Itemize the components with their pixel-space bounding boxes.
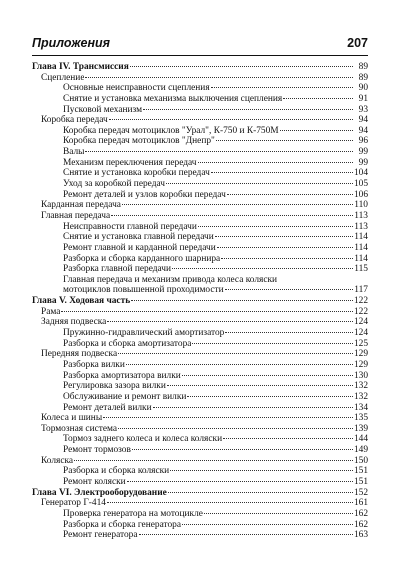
dot-leader [118, 428, 353, 429]
toc-entry-page: 106 [353, 189, 368, 200]
toc-entry-title: Тормоз заднего колеса и колеса коляски [63, 434, 223, 445]
toc-entry-page: 110 [354, 200, 368, 211]
toc-entry [32, 498, 368, 509]
toc-entry [32, 254, 368, 265]
page-number: 207 [347, 36, 368, 50]
toc-entry-title: Ремонт деталей и узлов коробки передач [63, 189, 226, 200]
toc-entry-title: Тормозная система [41, 423, 118, 434]
toc-entry-title: Обслуживание и ремонт вилки [63, 391, 187, 402]
toc-entry-title: Глава V. Ходовая часть [32, 296, 131, 307]
toc-entry-page: 162 [353, 519, 368, 530]
toc-entry-title: Уход за коробкой передач [63, 179, 165, 190]
toc-entry-page: 94 [358, 125, 368, 136]
table-of-contents [32, 62, 368, 541]
toc-entry [32, 434, 368, 445]
toc-entry-title: Главная передача и механизм привода колеса коляски [63, 274, 278, 285]
toc-entry-title: Коляска [41, 455, 74, 466]
toc-entry [32, 424, 368, 435]
dot-leader [215, 236, 353, 237]
toc-entry-title: Механизм переключения передач [63, 157, 197, 168]
toc-entry-title: Передняя подвеска [41, 349, 118, 360]
toc-entry-title: Главная передача [41, 210, 111, 221]
dot-leader [111, 215, 353, 216]
toc-entry [32, 147, 368, 158]
dot-leader [182, 375, 353, 376]
toc-entry-title-continued: мотоциклов повышенной проходимости [63, 285, 224, 296]
dot-leader [172, 268, 353, 269]
toc-entry [32, 158, 368, 169]
toc-entry [32, 392, 368, 403]
toc-entry-title: Коробка передач мотоциклов "Урал", К-750 и К-750М [63, 125, 279, 136]
dot-leader [216, 140, 353, 141]
toc-entry [32, 445, 368, 456]
toc-entry-page: 114 [354, 232, 368, 243]
dot-leader [127, 481, 353, 482]
toc-entry [32, 211, 368, 222]
toc-entry-page: 114 [354, 242, 368, 253]
toc-entry-page: 144 [353, 434, 368, 445]
dot-leader [217, 247, 353, 248]
toc-entry-page: 139 [353, 423, 368, 434]
dot-leader [139, 534, 353, 535]
toc-entry [32, 136, 368, 147]
toc-entry-title: Неисправности главной передачи [63, 221, 197, 232]
toc-entry-title: Пусковой механизм [63, 104, 143, 115]
toc-entry [32, 339, 368, 350]
toc-entry [32, 222, 368, 233]
toc-entry [32, 115, 368, 126]
toc-entry-title: Разборка и сборка амортизатора [63, 338, 192, 349]
running-header [32, 34, 368, 52]
dot-leader [107, 321, 353, 322]
toc-entry [32, 105, 368, 116]
toc-entry-page: 161 [353, 498, 368, 509]
toc-entry [32, 296, 368, 307]
toc-entry [32, 488, 368, 499]
toc-entry-title: Сцепление [41, 72, 85, 83]
toc-entry-title: Разборка амортизатора вилки [63, 370, 181, 381]
toc-entry-title: Генератор Г-414 [41, 498, 106, 509]
toc-entry [32, 317, 368, 328]
toc-entry [32, 509, 368, 520]
toc-entry [32, 232, 368, 243]
toc-entry-page: 99 [358, 157, 368, 168]
toc-entry-title: Разборка главной передачи [63, 264, 172, 275]
section-title: Приложения [32, 36, 111, 50]
dot-leader [166, 183, 353, 184]
toc-entry-page: 104 [353, 168, 368, 179]
toc-entry-page: 151 [353, 466, 368, 477]
toc-entry-title: Разборка и сборка коляски [63, 466, 170, 477]
toc-entry-title: Регулировка зазора вилки [63, 381, 166, 392]
toc-entry-title: Основные неисправности сцепления [63, 83, 210, 94]
toc-entry-title: Разборка и сборка генератора [63, 519, 182, 530]
toc-entry [32, 403, 368, 414]
dot-leader [61, 311, 353, 312]
toc-entry [32, 520, 368, 531]
dot-leader [132, 449, 353, 450]
toc-entry-page: 132 [353, 391, 368, 402]
toc-entry-page: 134 [353, 402, 368, 413]
toc-entry-page: 132 [353, 381, 368, 392]
toc-entry [32, 243, 368, 254]
dot-leader [143, 109, 353, 110]
toc-entry-page: 150 [353, 455, 368, 466]
toc-entry [32, 307, 368, 318]
dot-leader [103, 417, 353, 418]
toc-entry-page: 122 [353, 306, 368, 317]
dot-leader [130, 66, 353, 67]
toc-entry [32, 371, 368, 382]
toc-entry [32, 168, 368, 179]
dot-leader [74, 460, 353, 461]
dot-leader [227, 194, 353, 195]
toc-entry-title: Глава VI. Электрооборудование [32, 487, 167, 498]
toc-entry-page: 152 [353, 487, 368, 498]
dot-leader [211, 172, 353, 173]
dot-leader [85, 151, 353, 152]
toc-entry [32, 94, 368, 105]
toc-entry-title: Разборка и сборка карданного шарнира [63, 253, 221, 264]
toc-entry [32, 477, 368, 488]
dot-leader [153, 407, 353, 408]
toc-entry [32, 530, 368, 541]
toc-entry-title: Карданная передача [41, 200, 121, 211]
toc-entry-page: 93 [358, 104, 368, 115]
dot-leader [85, 77, 353, 78]
toc-entry [32, 190, 368, 201]
toc-entry-title: Глава IV. Трансмиссия [32, 62, 129, 72]
toc-entry-page: 130 [353, 370, 368, 381]
dot-leader [192, 343, 353, 344]
toc-entry-page: 117 [354, 285, 368, 296]
toc-entry-title: Рама [41, 306, 61, 317]
toc-entry [32, 126, 368, 137]
toc-entry-page: 149 [353, 445, 368, 456]
toc-entry [32, 275, 368, 296]
toc-entry-page: 94 [358, 115, 368, 126]
toc-entry [32, 73, 368, 84]
toc-entry-page: 91 [358, 93, 368, 104]
dot-leader [187, 396, 353, 397]
toc-entry [32, 360, 368, 371]
toc-entry-page: 151 [353, 476, 368, 487]
toc-entry-page: 124 [353, 317, 368, 328]
toc-entry-title: Ремонт тормозов [63, 445, 131, 456]
toc-entry [32, 200, 368, 211]
toc-entry-page: 90 [358, 83, 368, 94]
dot-leader [131, 300, 353, 301]
toc-entry-title: Колеса и шины [41, 413, 103, 424]
toc-entry-page: 162 [353, 508, 368, 519]
toc-entry-title: Снятие и установка главной передачи [63, 232, 214, 243]
dot-leader [225, 289, 353, 290]
header-rule [32, 55, 368, 56]
toc-entry-page: 125 [353, 338, 368, 349]
toc-entry-title: Валы [63, 147, 85, 158]
toc-entry [32, 62, 368, 73]
toc-entry [32, 466, 368, 477]
dot-leader [109, 119, 353, 120]
toc-entry-page: 113 [354, 221, 368, 232]
dot-leader [225, 332, 353, 333]
toc-entry [32, 83, 368, 94]
dot-leader [198, 226, 353, 227]
dot-leader [221, 258, 353, 259]
toc-entry-page: 135 [353, 413, 368, 424]
dot-leader [182, 524, 353, 525]
dot-leader [198, 162, 353, 163]
dot-leader [167, 385, 353, 386]
toc-entry-page: 129 [353, 359, 368, 370]
dot-leader [280, 130, 353, 131]
toc-entry [32, 413, 368, 424]
dot-leader [204, 513, 353, 514]
toc-entry-title: Ремонт коляски [63, 476, 126, 487]
toc-entry-page: 129 [353, 349, 368, 360]
toc-entry-page: 122 [353, 296, 368, 307]
dot-leader [170, 470, 353, 471]
toc-entry-page: 115 [354, 264, 368, 275]
toc-entry-page: 96 [358, 136, 368, 147]
dot-leader [223, 438, 353, 439]
toc-entry-page: 89 [358, 62, 368, 72]
toc-entry-title: Задняя подвеска [41, 317, 107, 328]
toc-entry-title: Проверка генератора на мотоцикле [63, 508, 203, 519]
dot-leader [118, 353, 353, 354]
dot-leader [126, 364, 353, 365]
toc-entry-title: Разборка вилки [63, 359, 125, 370]
dot-leader [211, 87, 353, 88]
toc-entry-title: Коробка передач [41, 115, 108, 126]
toc-entry [32, 456, 368, 467]
toc-entry-page: 105 [353, 179, 368, 190]
toc-entry [32, 264, 368, 275]
toc-entry-title: Снятие и установка механизма выключения сцепления [63, 93, 283, 104]
toc-entry-page: 113 [354, 210, 368, 221]
dot-leader [168, 492, 353, 493]
toc-entry-page: 114 [354, 253, 368, 264]
toc-entry-page: 163 [353, 530, 368, 541]
toc-entry-page: 99 [358, 147, 368, 158]
dot-leader [107, 502, 353, 503]
toc-entry-page: 89 [358, 72, 368, 83]
toc-entry [32, 328, 368, 339]
toc-entry [32, 381, 368, 392]
toc-entry-page: 124 [353, 328, 368, 339]
toc-entry-title: Ремонт генератора [63, 530, 138, 541]
toc-entry-title: Ремонт главной и карданной передачи [63, 242, 216, 253]
toc-entry-title: Снятие и установка коробки передач [63, 168, 210, 179]
toc-entry [32, 349, 368, 360]
toc-entry [32, 179, 368, 190]
toc-entry-title: Пружинно-гидравлический амортизатор [63, 328, 225, 339]
dot-leader [122, 204, 353, 205]
toc-entry-title: Коробка передач мотоциклов "Днепр" [63, 136, 215, 147]
toc-entry-title: Ремонт деталей вилки [63, 402, 152, 413]
dot-leader [283, 98, 353, 99]
